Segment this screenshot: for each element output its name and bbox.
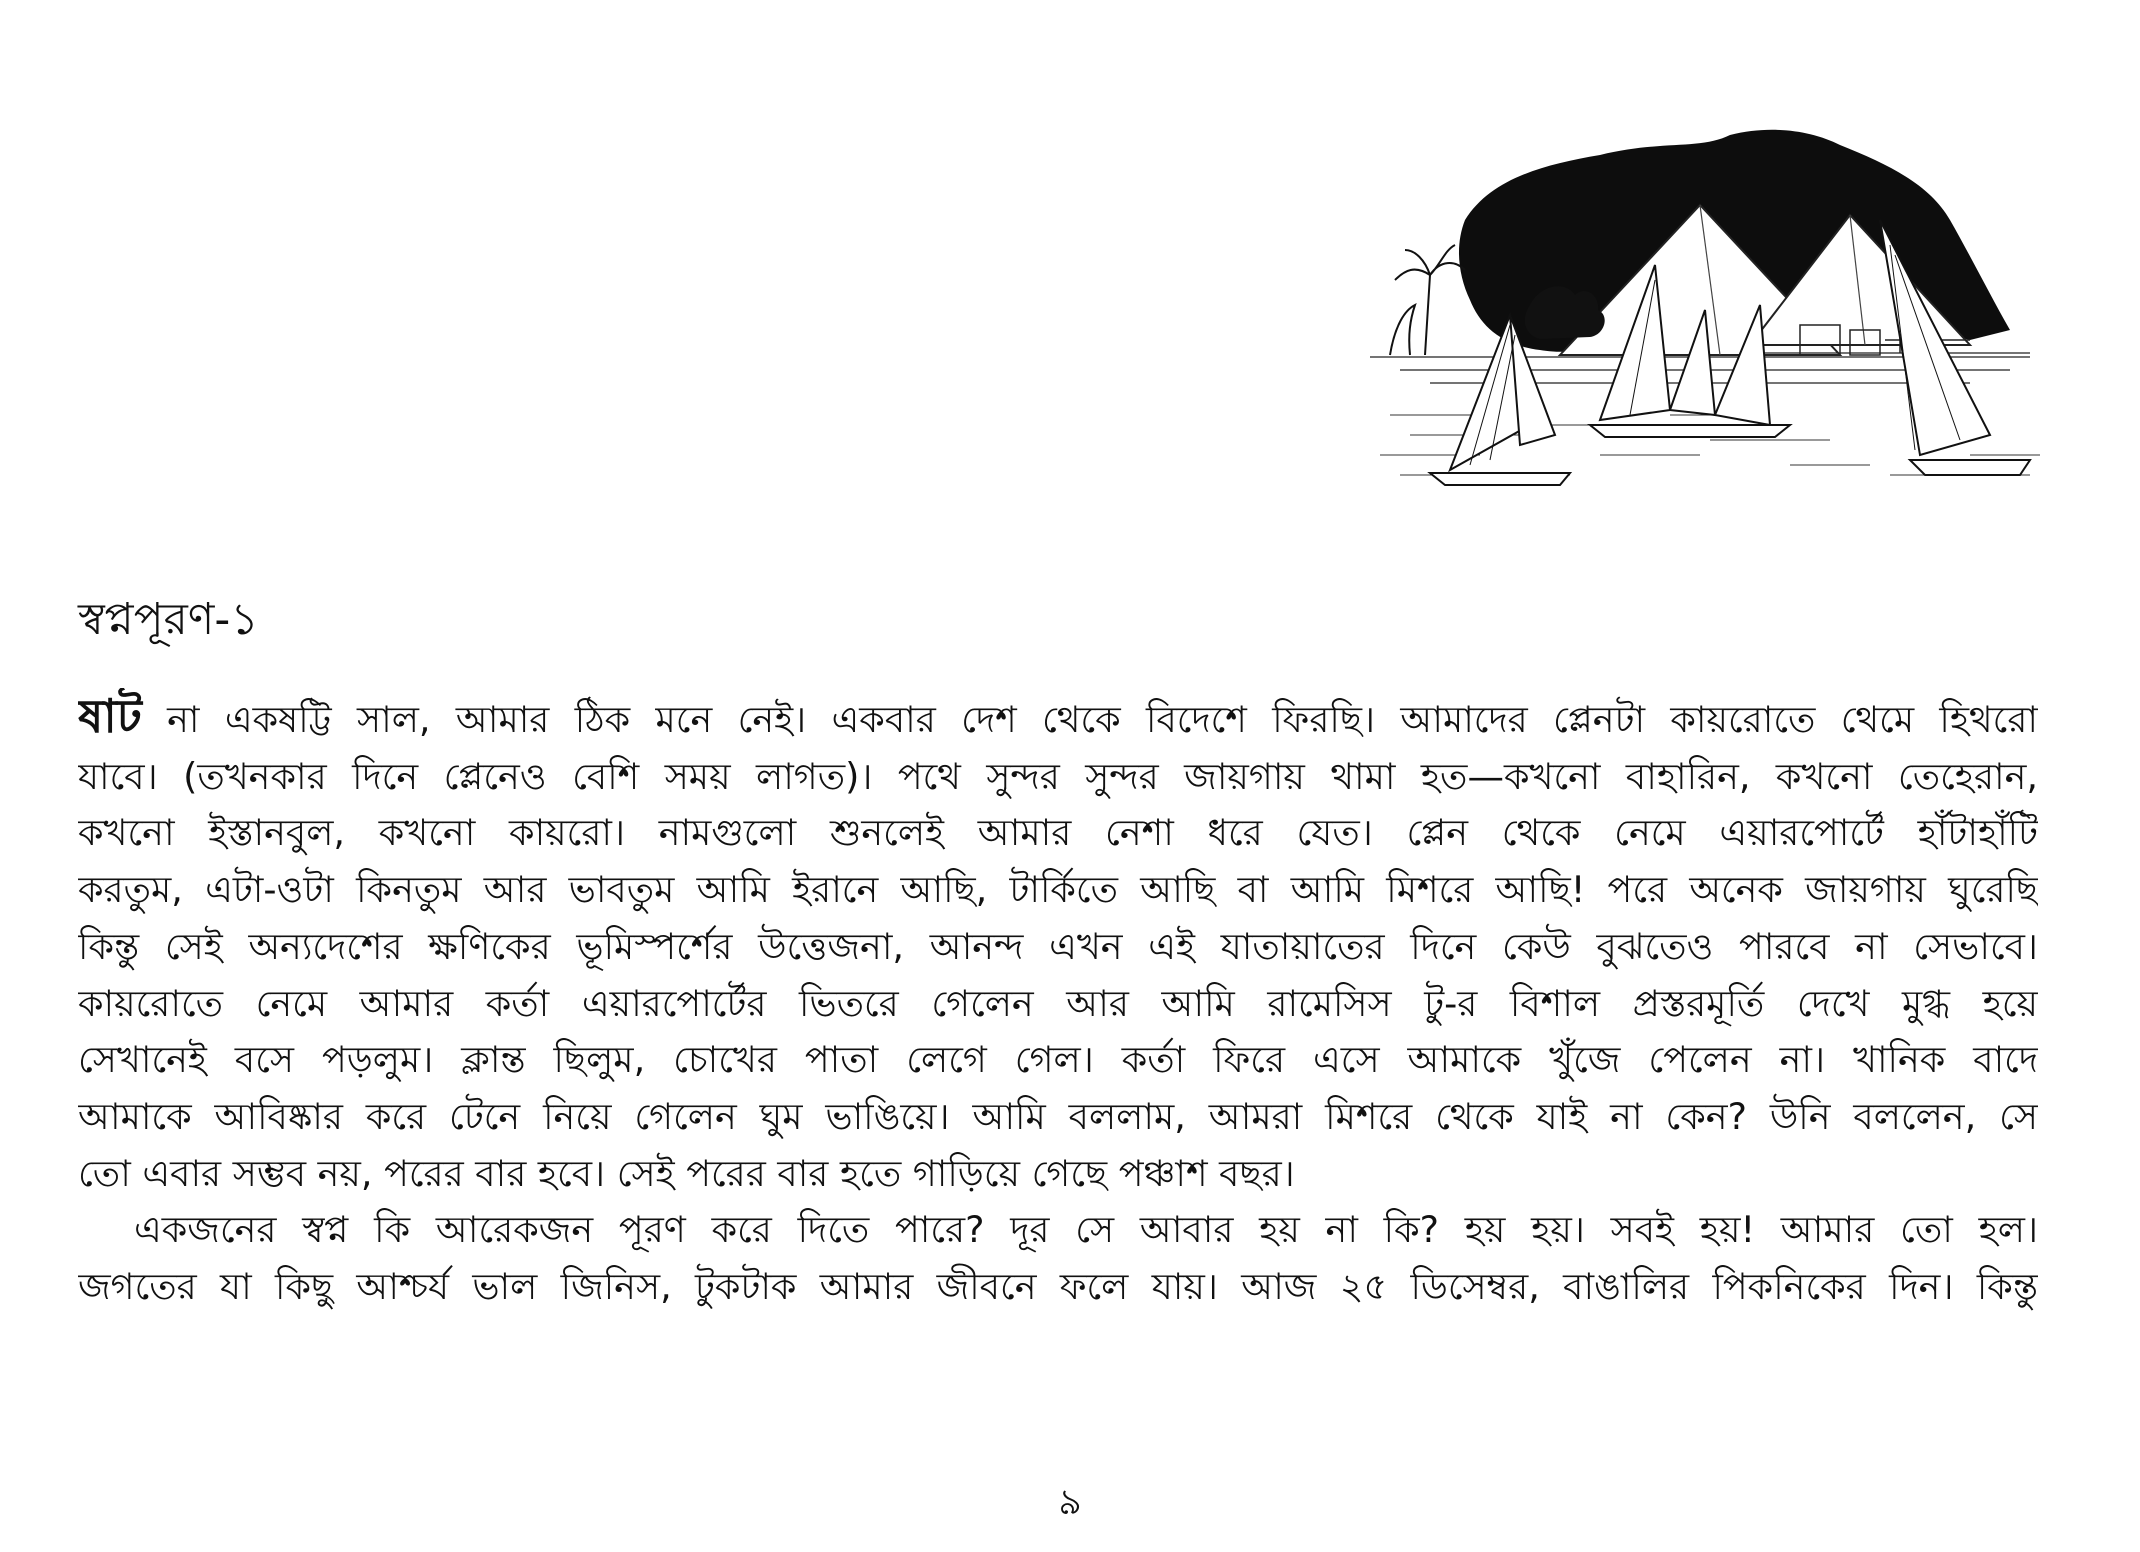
text-line: একজনের স্বপ্ন কি আরেকজন পূরণ করে দিতে পারে? দূর সে আবার হয় না কি? হয় হয়। সবই হয়! আমার তো হল।	[134, 1208, 2038, 1252]
pyramids-sailboats-illustration	[1370, 125, 2050, 500]
text-line: তো এবার সম্ভব নয়, পরের বার হবে। সেই পরের বার হতে গাড়িয়ে গেছে পঞ্চাশ বছর।	[78, 1151, 1295, 1195]
text-line: সেখানেই বসে পড়লুম। ক্লান্ত ছিলুম, চোখের পাতা লেগে গেল। কর্তা ফিরে এসে আমাকে খুঁজে পেলেন না। খানিক বাদে	[78, 1038, 2038, 1082]
trees-left	[1390, 245, 1465, 355]
opening-word: ষাট	[78, 689, 142, 743]
text-line: কায়রোতে নেমে আমার কর্তা এয়ারপোর্টের ভিতরে গেলেন আর আমি রামেসিস টু-র বিশাল প্রস্তরমূর্তি দেখে মুগ্ধ হয়ে	[78, 981, 2038, 1025]
text-line: কখনো ইস্তানবুল, কখনো কায়রো। নামগুলো শুনলেই আমার নেশা ধরে যেত। প্লেন থেকে নেমে এয়ারপোর্টে হাঁটাহাঁটি	[78, 811, 2038, 855]
text-line: যাবে। (তখনকার দিনে প্লেনেও বেশি সময় লাগত)। পথে সুন্দর সুন্দর জায়গায় থামা হত—কখনো বাহারিন, কখনো তেহেরান,	[78, 754, 2038, 798]
chapter-title: স্বপ্নপূরণ-১	[78, 594, 259, 645]
page-number: ৯	[1058, 1482, 1082, 1523]
text-line: জগতের যা কিছু আশ্চর্য ভাল জিনিস, টুকটাক আমার জীবনে ফলে যায়। আজ ২৫ ডিসেম্বর, বাঙালির পিকনিকের দিন। কিন্তু	[78, 1265, 2038, 1309]
paragraph-2	[78, 1202, 2038, 1315]
paragraph-1	[78, 688, 2038, 1202]
text-line: করতুম, এটা-ওটা কিনতুম আর ভাবতুম আমি ইরানে আছি, টার্কিতে আছি বা আমি মিশরে আছি! পরে অনেক জায়গায় ঘুরেছি	[78, 868, 2038, 912]
text-line: আমাকে আবিষ্কার করে টেনে নিয়ে গেলেন ঘুম ভাঙিয়ে। আমি বললাম, আমরা মিশরে থেকে যাই না কেন? উনি বললেন, সে	[78, 1094, 2038, 1138]
text-line: কিন্তু সেই অন্যদেশের ক্ষণিকের ভূমিস্পর্শের উত্তেজনা, আনন্দ এখন এই যাতায়াতের দিনে কেউ বুঝতেও পারবে না সেভাবে।	[78, 924, 2038, 968]
text-line: ষাট না একষট্টি সাল, আমার ঠিক মনে নেই। একবার দেশ থেকে বিদেশে ফিরছি। আমাদের প্লেনটা কায়রোতে থেমে হিথরো	[78, 689, 2038, 743]
body-text	[78, 688, 2038, 1316]
